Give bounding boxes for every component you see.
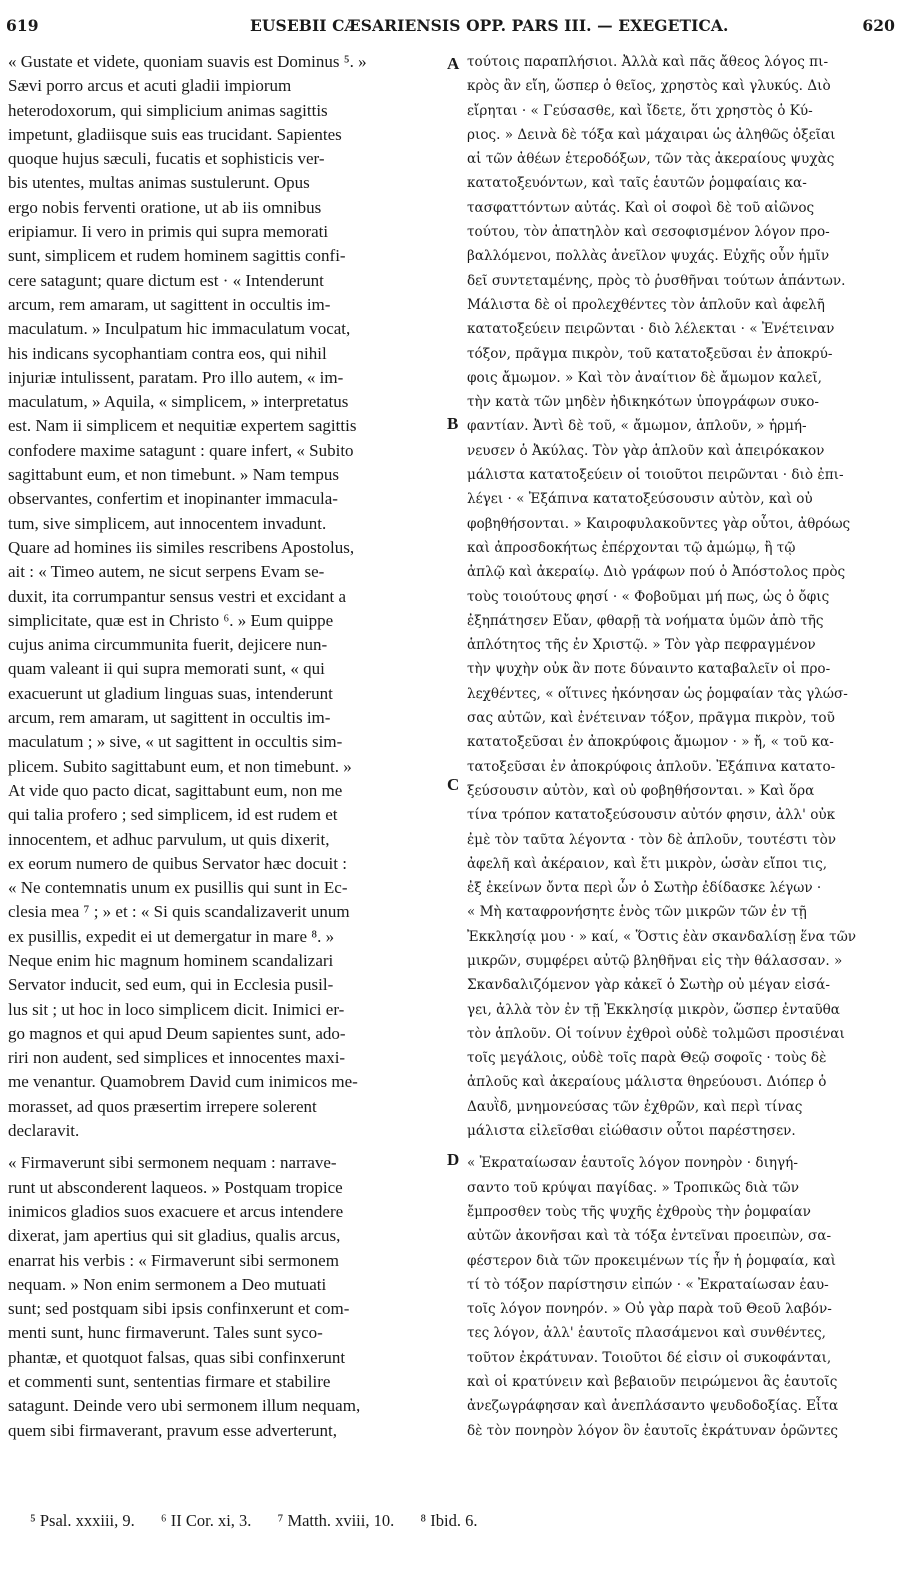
text-line: γει, ἀλλὰ τὸν ἐν τῇ Ἐκκλησίᾳ μικρὸν, ὥσπερ ἐνταῦθα bbox=[467, 1001, 840, 1018]
text-line: plicem. Subito sagittabunt eum, et non timebunt. » bbox=[8, 756, 352, 776]
text-line: « Firmaverunt sibi sermonem nequam : narrave- bbox=[8, 1153, 337, 1173]
text-line: inimicos gladios suos exacuere et arcus intendere bbox=[8, 1201, 344, 1221]
text-line: dixerat, jam apertius qui sit gladius, qualis arcus, bbox=[8, 1226, 341, 1246]
text-line: Neque enim hic magnum hominem scandalizari bbox=[8, 950, 334, 970]
text-line: maculatum, » Aquila, « simplicem, » interpretatus bbox=[8, 392, 349, 412]
text-line: ex eorum numero de quibus Servator hæc docuit : bbox=[8, 853, 347, 873]
text-line: καὶ ἀπροσδοκήτως ἐπέρχονται τῷ ἀμώμῳ, ἢ τῷ bbox=[467, 539, 796, 556]
text-line: « Ἐκραταίωσαν ἑαυτοῖς λόγον πονηρὸν · διηγή- bbox=[467, 1155, 798, 1172]
text-line: τοῖς μεγάλοις, οὐδὲ τοῖς παρὰ Θεῷ σοφοῖς · τοὺς δὲ bbox=[467, 1050, 827, 1067]
text-line: νευσεν ὁ Ἀκύλας. Τὸν γὰρ ἁπλοῦν καὶ ἀπειρόκακον bbox=[467, 442, 825, 459]
text-line: ἐξηπάτησεν Εὔαν, φθαρῇ τὰ νοήματα ὑμῶν ἀπὸ τῆς bbox=[467, 612, 824, 629]
text-line: ἁπλότητος τῆς ἐν Χριστῷ. » Τὸν γὰρ πεφραγμένον bbox=[467, 637, 816, 654]
text-line: riri non audent, sed simplices et innocentes maxi- bbox=[8, 1048, 346, 1068]
text-line: qui talia profero ; sed simplicem, id est rudem et bbox=[8, 805, 338, 825]
text-line: ἐμὲ τὸν ταῦτα λέγοντα · τὸν δὲ ἁπλοῦν, τουτέστι τὸν bbox=[467, 831, 837, 848]
footnote: ⁵ Psal. xxxiii, 9. bbox=[30, 1511, 135, 1530]
text-line: enarrat his verbis : « Firmaverunt sibi sermonem bbox=[8, 1250, 339, 1270]
text-line: lus sit ; ut hoc in loco simplicem dicit. Inimici er- bbox=[8, 999, 345, 1019]
text-line: Sævi porro arcus et acuti gladii impiorum bbox=[8, 76, 292, 96]
text-line: eripiamur. Ii vero in primis qui supra memorati bbox=[8, 222, 329, 242]
text-line: declaravit. bbox=[8, 1121, 80, 1141]
text-line: go magnos et qui apud Deum sapientes sunt, ado- bbox=[8, 1023, 346, 1043]
text-line: « Ne contemnatis unum ex pusillis qui sunt in Ec- bbox=[8, 878, 348, 898]
text-line: Μάλιστα δὲ οἱ προλεχθέντες τὸν ἁπλοῦν καὶ ἀφελῆ bbox=[467, 296, 825, 313]
text-line: sunt, simplicem et rudem hominem sagittis confi- bbox=[8, 246, 346, 266]
text-line: τίνα τρόπον κατατοξεύσουσιν αὐτόν φησιν, ἀλλ' οὐκ bbox=[467, 807, 836, 824]
footnotes bbox=[30, 1511, 890, 1535]
text-line: τὸν ἁπλοῦν. Οἱ τοίνυν ἐχθροὶ οὐδὲ τολμῶσι προσιέναι bbox=[467, 1025, 845, 1042]
text-line: Quare ad homines iis similes rescribens Apostolus, bbox=[8, 537, 355, 557]
text-line: αἱ τῶν ἀθέων ἑτεροδόξων, τῶν τὰς ἀκεραίους ψυχὰς bbox=[467, 151, 835, 168]
text-line: simplicitate, quæ est in Christo ⁶. » Eum quippe bbox=[8, 610, 334, 630]
text-line: quoque hujus sæculi, fucatis et sophisticis ver- bbox=[8, 149, 325, 169]
text-line: satagunt. Deinde vero ubi sermonem illum nequam, bbox=[8, 1396, 361, 1416]
text-line: τὴν ψυχὴν οὐκ ἂν ποτε δύναιντο καταβαλεῖν οἱ προ- bbox=[467, 661, 831, 678]
text-line: κρὸς ἂν εἴη, ὥσπερ ὁ θεῖος, χρηστὸς καὶ γλυκύς. Διὸ bbox=[467, 78, 831, 95]
text-line: καὶ οἱ κρατύνειν καὶ βεβαιοῦν πειρώμενοι ἃς ἑαυτοῖς bbox=[467, 1374, 838, 1391]
text-line: τόξον, πρᾶγμα πικρὸν, τοῦ κατατοξεῦσαι ἐν ἀποκρύ- bbox=[467, 345, 833, 362]
text-line: ἁπλοῦς καὶ ἀκεραίους μάλιστα θηρεύουσι. Διόπερ ὁ bbox=[467, 1074, 827, 1091]
text-line: impetunt, gladiisque suis eas trucidant. Sapientes bbox=[8, 124, 342, 144]
text-line: λεχθέντες, « οἵτινες ἠκόνησαν ὡς ῥομφαίαν τὰς γλώσ- bbox=[467, 685, 848, 702]
text-line: ξεύσουσιν αὐτὸν, καὶ οὐ φοβηθήσονται. » Καὶ ὅρα bbox=[467, 782, 815, 799]
text-line: σας αὐτῶν, καὶ ἐνέτειναν τόξον, πρᾶγμα πικρὸν, τοῦ bbox=[467, 710, 835, 727]
text-line: ergo nobis ferventi oratione, ut ab iis omnibus bbox=[8, 197, 322, 217]
text-line: bis utentes, multas animas sustulerunt. Opus bbox=[8, 173, 310, 193]
text-line: αὐτῶν ἀκονῆσαι καὶ τὰ τόξα ἐντεῖναι προειπὼν, σα- bbox=[467, 1228, 832, 1245]
text-line: runt ut absconderent laqueos. » Postquam tropice bbox=[8, 1177, 343, 1197]
text-line: μικρῶν, συμφέρει αὐτῷ βληθῆναι εἰς τὴν θάλασσαν. » bbox=[467, 952, 843, 969]
text-line: εἴρηται · « Γεύσασθε, καὶ ἴδετε, ὅτι χρηστὸς ὁ Κύ- bbox=[467, 102, 813, 119]
text-line: φοις ἄμωμον. » Καὶ τὸν ἀναίτιον δὲ ἄμωμον καλεῖ, bbox=[467, 369, 822, 386]
text-line: nequam. » Non enim sermonem a Deo mutuati bbox=[8, 1274, 327, 1294]
text-line: phantæ, et quotquot falsas, quas sibi confinxerunt bbox=[8, 1347, 346, 1367]
text-line: heterodoxorum, qui simplicium animas sagittis bbox=[8, 100, 328, 120]
margin-marker-c: C bbox=[447, 775, 460, 794]
text-line: τὴν κατὰ τῶν μηδὲν ἠδικηκότων ὑπογράφων συκο- bbox=[467, 394, 820, 411]
text-line: φέστερον διὰ τῶν προκειμένων τίς ἦν ἡ ῥομφαία, καὶ bbox=[467, 1252, 837, 1269]
page-number-left: 619 bbox=[6, 16, 39, 35]
text-line: arcum, rem amaram, ut sagittent in occultis im- bbox=[8, 294, 331, 314]
text-line: κατατοξεύειν πειρῶνται · διὸ λέλεκται · « Ἐνέτειναν bbox=[467, 321, 835, 338]
running-title: EUSEBII CÆSARIENSIS OPP. PARS III. — EXEGETICA. bbox=[250, 16, 729, 35]
text-line: ait : « Timeo autem, ne sicut serpens Evam se- bbox=[8, 562, 325, 582]
text-line: τοὺς τοιούτους φησί · « Φοβοῦμαι μή πως, ὡς ὁ ὄφις bbox=[467, 588, 830, 605]
text-line: cere satagunt; quare dictum est · « Intenderunt bbox=[8, 270, 324, 290]
footnote: ⁷ Matth. xviii, 10. bbox=[277, 1511, 395, 1530]
page-number-right: 620 bbox=[862, 16, 895, 35]
text-line: « Μὴ καταφρονήσητε ἑνὸς τῶν μικρῶν τῶν ἐν τῇ bbox=[467, 904, 807, 921]
text-line: maculatum ; » sive, « ut sagittent in occultis sim- bbox=[8, 732, 343, 752]
text-line: sagittabunt eum, et non timebunt. » Nam tempus bbox=[8, 465, 339, 485]
text-line: arcum, rem amaram, ut sagittent in occultis im- bbox=[8, 708, 331, 728]
text-line: clesia mea ⁷ ; » et : « Si quis scandalizaverit unum bbox=[8, 902, 350, 922]
text-line: τες λόγον, ἀλλ' ἑαυτοῖς πλασάμενοι καὶ συνθέντες, bbox=[467, 1325, 826, 1342]
text-line: At vide quo pacto dicat, sagittabunt eum, non me bbox=[8, 780, 343, 800]
text-line: Ἐκκλησίᾳ μου · » καί, « Ὅστις ἐὰν σκανδαλίσῃ ἕνα τῶν bbox=[467, 928, 857, 945]
footnote: ⁸ Ibid. 6. bbox=[420, 1511, 478, 1530]
text-line: observantes, confertim et inopinanter immacula- bbox=[8, 489, 338, 509]
text-line: confodere maxime satagunt : quare infert, « Subito bbox=[8, 440, 354, 460]
text-line: δεῖ συντεταμένης, πρὸς τὸ ῥυσθῆναι τούτων ἁπάντων. bbox=[467, 272, 846, 289]
text-line: ex pusillis, expedit ei ut demergatur in mare ⁸. » bbox=[8, 926, 335, 946]
text-line: his indicans sycophantiam contra eos, qui nihil bbox=[8, 343, 327, 363]
text-line: Δαυῒδ, μνημονεύσας τῶν ἐχθρῶν, καὶ περὶ τίνας bbox=[467, 1098, 803, 1115]
greek-column bbox=[467, 50, 899, 1443]
text-line: τοῖς λόγον πονηρόν. » Οὐ γὰρ παρὰ τοῦ Θεοῦ λαβόν- bbox=[467, 1301, 832, 1318]
text-line: τί τὸ τόξον παρίστησιν εἰπών · « Ἐκραταίωσαν ἑαυ- bbox=[467, 1276, 829, 1293]
text-line: ριος. » Δεινὰ δὲ τόξα καὶ μάχαιραι ὡς ἀληθῶς ὀξεῖαι bbox=[467, 126, 836, 143]
margin-marker-b: B bbox=[447, 414, 459, 433]
text-line: τοῦτον ἐκράτυναν. Τοιοῦτοι δέ εἰσιν οἱ συκοφάνται, bbox=[467, 1349, 832, 1366]
text-line: σαντο τοῦ κρύψαι παγίδας. » Τροπικῶς διὰ τῶν bbox=[467, 1179, 800, 1196]
text-line: quam valeant ii qui supra memorati sunt, « qui bbox=[8, 659, 325, 679]
text-line: « Gustate et videte, quoniam suavis est Dominus ⁵. » bbox=[8, 52, 367, 71]
text-line: τατοξεῦσαι ἐν ἀποκρύφοις ἁπλοῦν. Ἐξάπινα κατατο- bbox=[467, 758, 836, 775]
text-line: ἐξ ἐκείνων ὄντα περὶ ὧν ὁ Σωτὴρ ἐδίδασκε λέγων · bbox=[467, 880, 822, 897]
margin-marker-d: D bbox=[447, 1150, 460, 1169]
text-line: τούτοις παραπλήσιοι. Ἀλλὰ καὶ πᾶς ἄθεος λόγος πι- bbox=[467, 54, 829, 70]
text-line: est. Nam ii simplicem et nequitiæ expertem sagittis bbox=[8, 416, 357, 436]
text-line: cujus anima circummunita fuerit, dejicere nun- bbox=[8, 635, 328, 655]
text-line: sunt; sed postquam sibi ipsis confinxerunt et com- bbox=[8, 1299, 350, 1319]
text-line: innocentem, et adhuc parvulum, ut quis dixerit, bbox=[8, 829, 330, 849]
text-line: μάλιστα κατατοξεύειν οἱ τοιοῦτοι πειρῶνται · διὸ ἐπι- bbox=[467, 467, 844, 484]
text-line: ἀνεζωγράφησαν καὶ ἀνεπλάσαντο ψευδοδοξίας. Εἶτα bbox=[467, 1398, 839, 1415]
latin-column bbox=[8, 50, 442, 1443]
text-line: βαλλόμενοι, πολλὰς ἀνεῖλον ψυχάς. Εὐχῆς οὖν ἡμῖν bbox=[467, 248, 830, 265]
margin-marker-a: A bbox=[447, 54, 460, 73]
footnote: ⁶ II Cor. xi, 3. bbox=[160, 1511, 252, 1530]
text-line: exacuerunt ut gladium linguas suas, intenderunt bbox=[8, 683, 333, 703]
text-line: φαντίαν. Ἀντὶ δὲ τοῦ, « ἄμωμον, ἁπλοῦν, » ἡρμή- bbox=[467, 418, 807, 435]
text-line: κατατοξευόντων, καὶ ταῖς ἑαυτῶν ῥομφαίαις κα- bbox=[467, 175, 807, 192]
text-line: et commenti sunt, sententias firmare et stabilire bbox=[8, 1372, 331, 1392]
text-line: maculatum. » Inculpatum hic immaculatum vocat, bbox=[8, 319, 351, 339]
text-line: Servator inducit, sed eum, qui in Ecclesia pusil- bbox=[8, 975, 334, 995]
text-line: ἔμπροσθεν τοὺς τῆς ψυχῆς ἐχθροὺς τὴν ῥομφαίαν bbox=[467, 1203, 811, 1220]
text-line: quem sibi firmaverant, pravum esse adverterunt, bbox=[8, 1420, 338, 1440]
text-line: μάλιστα εἰλεῖσθαι εἰώθασιν οὗτοι παρέστησεν. bbox=[467, 1123, 796, 1140]
text-line: τασφαττόντων αὐτάς. Καὶ οἱ σοφοὶ δὲ τοῦ αἰῶνος bbox=[467, 199, 815, 216]
text-line: duxit, ita corrumpantur sensus vestri et excidant a bbox=[8, 586, 347, 606]
text-line: δὲ τὸν πονηρὸν λόγον ὃν ἑαυτοῖς ἐκράτυναν ὁρῶντες bbox=[467, 1422, 839, 1439]
text-line: injuriæ intulissent, paratam. Pro illo autem, « im- bbox=[8, 367, 344, 387]
text-line: me venantur. Quamobrem David cum inimicos me- bbox=[8, 1072, 358, 1092]
text-line: τούτου, τὸν ἀπατηλὸν καὶ σεσοφισμένον λόγον προ- bbox=[467, 224, 830, 241]
page-header bbox=[4, 16, 903, 38]
text-line: Σκανδαλιζόμενον γὰρ κἀκεῖ ὁ Σωτὴρ οὐ μέγαν εἰσά- bbox=[467, 977, 830, 994]
text-line: morasset, ad quos præsertim irrepere solerent bbox=[8, 1096, 317, 1116]
text-line: tum, sive simplicem, aut innocentem invadunt. bbox=[8, 513, 327, 533]
text-line: φοβηθήσονται. » Καιροφυλακοῦντες γὰρ οὗτοι, ἀθρόως bbox=[467, 515, 851, 532]
text-line: λέγει · « Ἐξάπινα κατατοξεύσουσιν αὐτὸν, καὶ οὐ bbox=[467, 491, 813, 508]
text-line: ἁπλῷ καὶ ἀκεραίῳ. Διὸ γράφων πού ὁ Ἀπόστολος πρὸς bbox=[467, 564, 846, 581]
text-line: κατατοξεῦσαι ἐν ἀποκρύφοις ἄμωμον · » ἤ, « τοῦ κα- bbox=[467, 734, 834, 751]
text-line: menti sunt, hunc firmaverunt. Tales sunt syco- bbox=[8, 1323, 323, 1343]
text-line: ἀφελῆ καὶ ἀκέραιον, καὶ ἔτι μικρὸν, ὡσὰν εἴποι τις, bbox=[467, 855, 828, 872]
